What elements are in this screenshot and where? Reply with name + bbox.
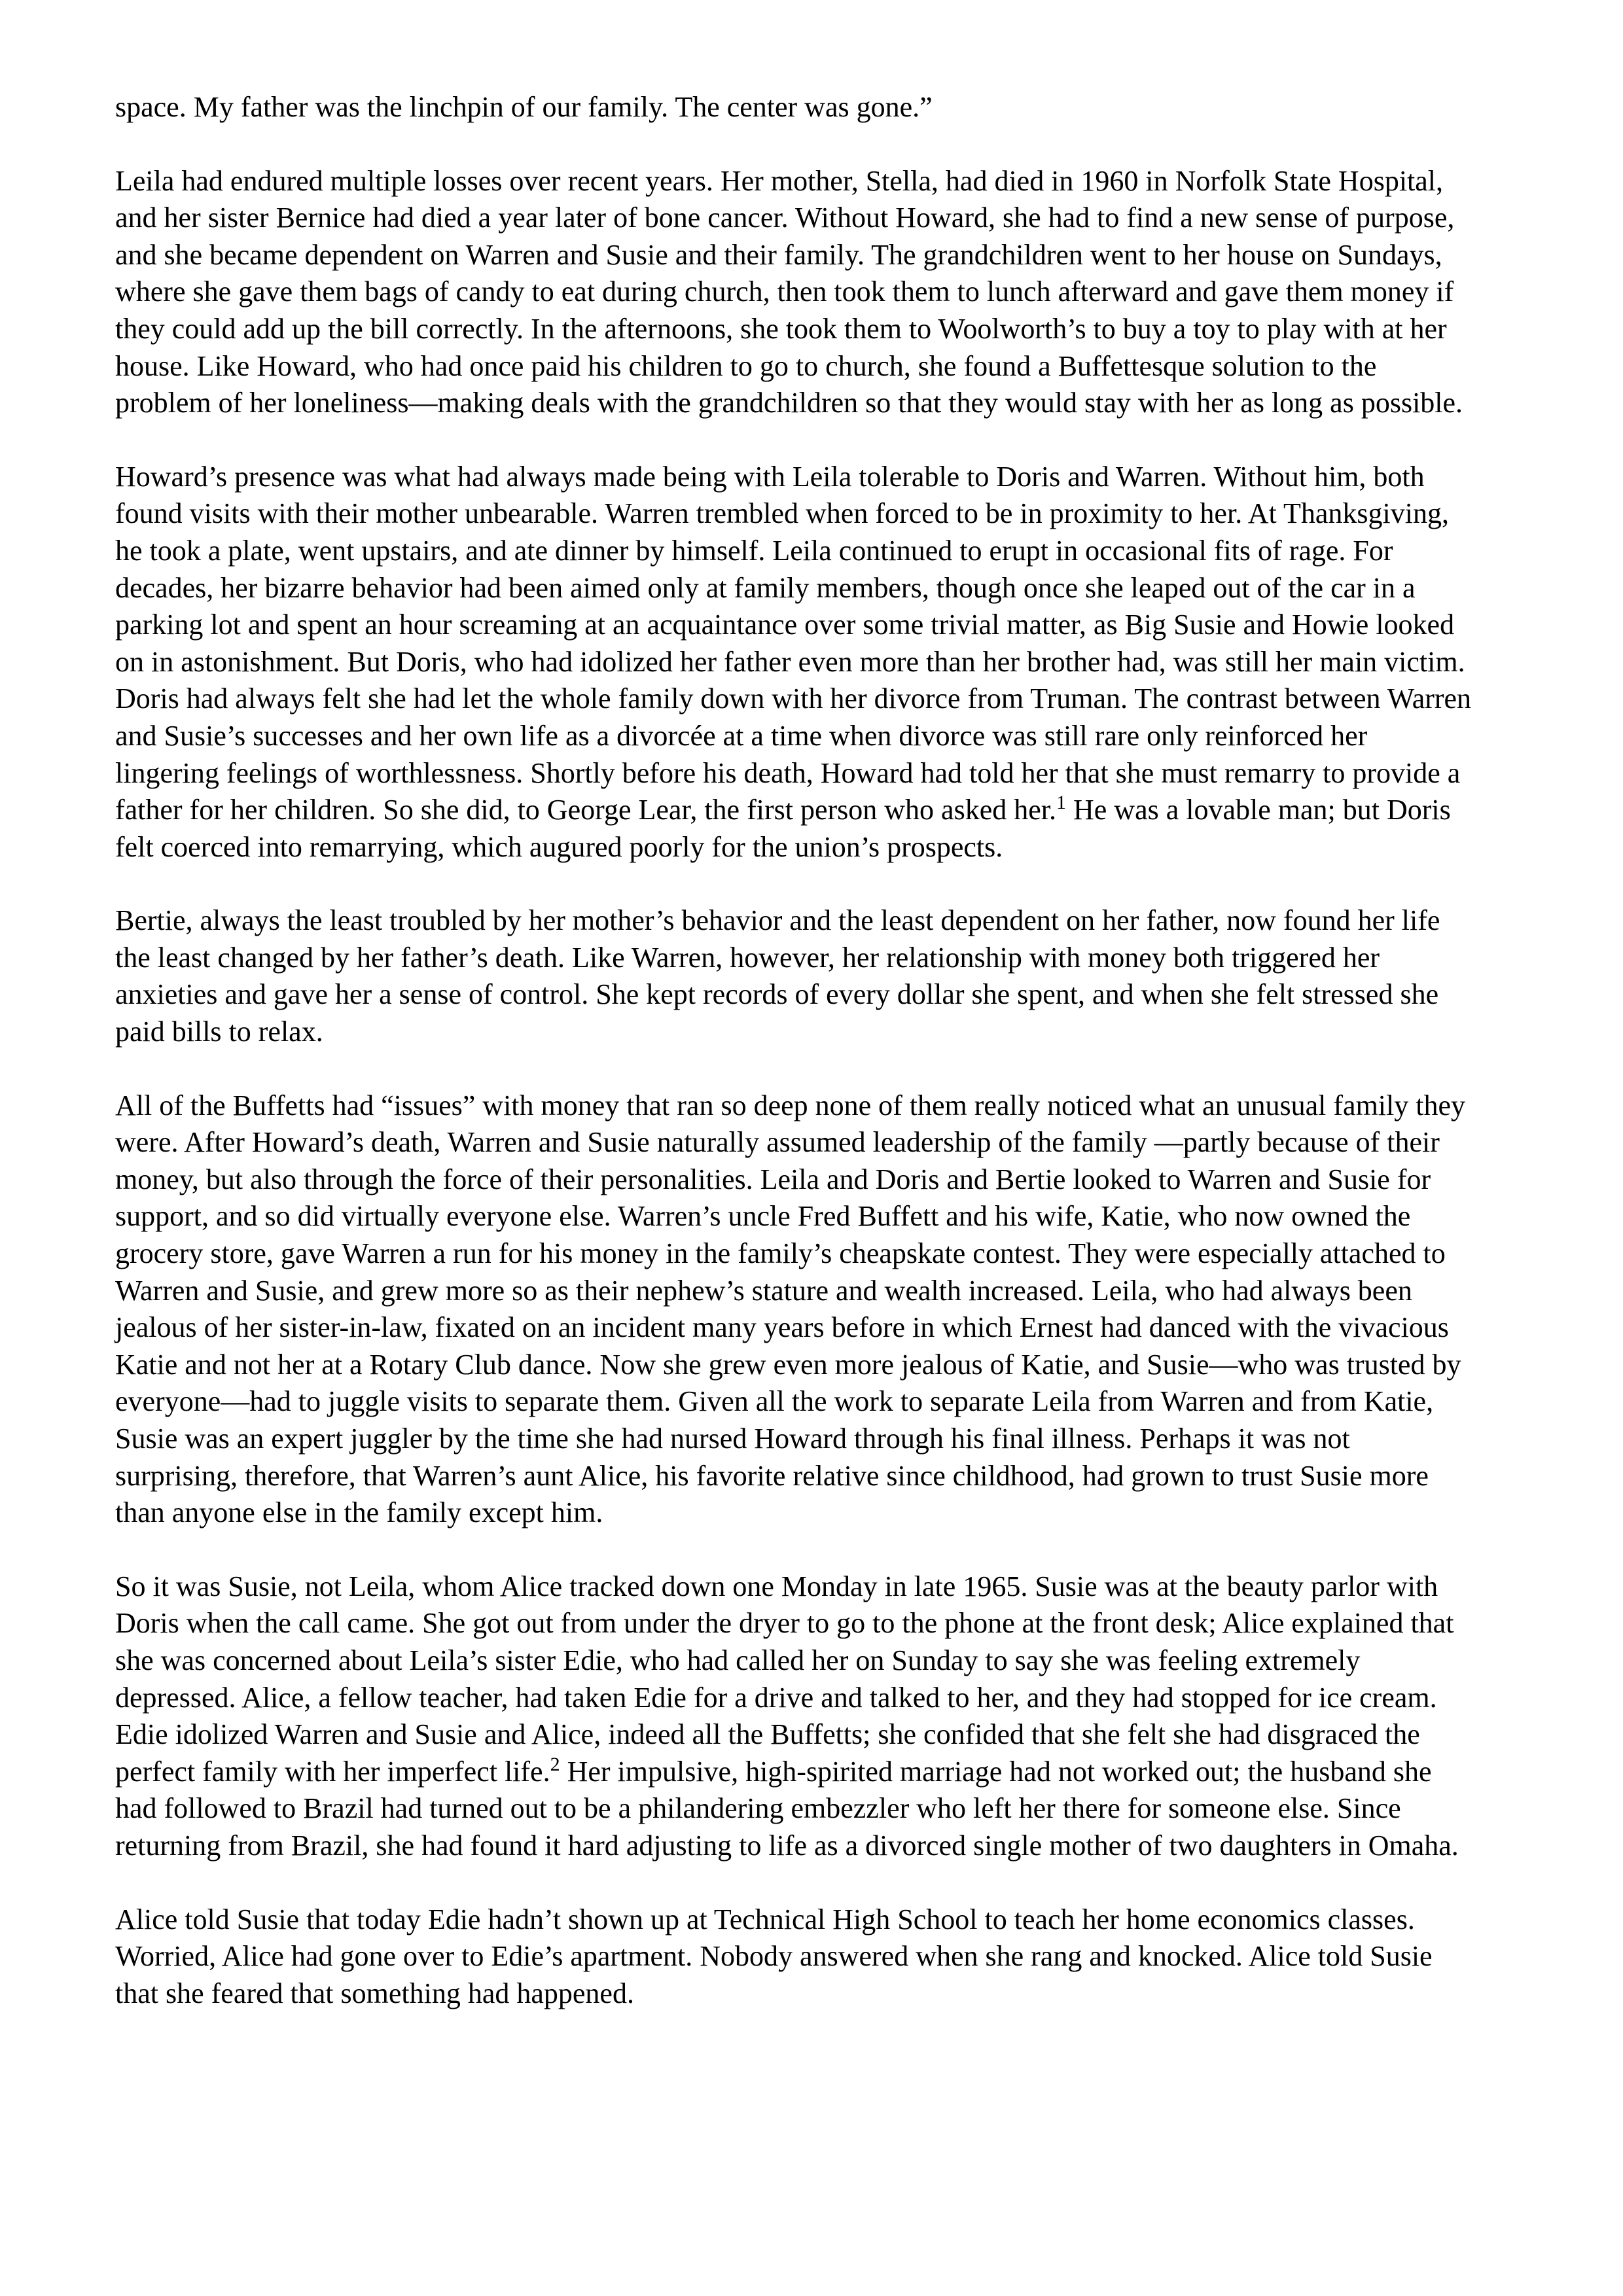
paragraph-text: Leila had endured multiple losses over recent years. Her mother, Stella, had died in 1960 in Norfolk State Hospital, and her sister Bernice had died a year later of bone cancer. Without Howard, she had to find a new sense of purpose, and she became dependent on Warren and Susie and their family. The grandchildren went to her house on Sundays, where she gave them bags of candy to eat during church, then took them to lunch afterward and gave them money if they could add up the bill correctly. In the afternoons, she took them to Woolworth’s to buy a toy to play with at her house. Like Howard, who had once paid his children to go to church, she found a Buffettesque solution to the problem of her loneliness—making deals with the grandchildren so that they would stay with her as long as possible. [115, 164, 1463, 419]
paragraph-text: space. My father was the linchpin of our family. The center was gone.” [115, 91, 933, 123]
paragraph-text: All of the Buffetts had “issues” with money that ran so deep none of them really noticed what an unusual family they were. After Howard’s death, Warren and Susie naturally assumed leadership of the family —partly because of their money, but also through the force of their personalities. Leila and Doris and Bertie looked to Warren and Susie for support, and so did virtually everyone else. Warren’s uncle Fred Buffett and his wife, Katie, who now owned the grocery store, gave Warren a run for his money in the family’s cheapskate contest. They were especially attached to Warren and Susie, and grew more so as their nephew’s stature and wealth increased. Leila, who had always been jealous of her sister-in-law, fixated on an incident many years before in which Ernest had danced with the vivacious Katie and not her at a Rotary Club dance. Now she grew even more jealous of Katie, and Susie—who was trusted by everyone—had to juggle visits to separate them. Given all the work to separate Leila from Warren and from Katie, Susie was an expert juggler by the time she had nursed Howard through his final illness. Perhaps it was not surprising, therefore, that Warren’s aunt Alice, his favorite relative since childhood, had grown to trust Susie more than anyone else in the family except him. [115, 1089, 1465, 1529]
paragraph-4 [115, 902, 1476, 1050]
footnote-marker[interactable]: 2 [550, 1753, 560, 1775]
paragraph-5 [115, 1087, 1476, 1532]
footnote-marker[interactable]: 1 [1056, 792, 1066, 814]
paragraph-2 [115, 163, 1476, 422]
paragraph-3 [115, 459, 1476, 866]
paragraph-text-continued: Her impulsive, high-spirited marriage had not worked out; the husband she had followed to Brazil had turned out to be a philandering embezzler who left her there for someone else. Since returning from Brazil, she had found it hard adjusting to life as a divorced single mother of two daughters in Omaha. [115, 1755, 1459, 1862]
paragraph-6 [115, 1568, 1476, 1865]
paragraph-7 [115, 1901, 1476, 2013]
paragraph-text-continued: He was a lovable man; but Doris felt coerced into remarrying, which augured poorly for the union’s prospects. [115, 794, 1451, 863]
document-page [115, 89, 1476, 2012]
paragraph-text: Bertie, always the least troubled by her mother’s behavior and the least dependent on her father, now found her life the least changed by her father’s death. Like Warren, however, her relationship with money both triggered her anxieties and gave her a sense of control. She kept records of every dollar she spent, and when she felt stressed she paid bills to relax. [115, 904, 1440, 1048]
paragraph-text: Alice told Susie that today Edie hadn’t shown up at Technical High School to teach her home economics classes. Worried, Alice had gone over to Edie’s apartment. Nobody answered when she rang and knocked. Alice told Susie that she feared that something had happened. [115, 1903, 1433, 2009]
paragraph-text: Howard’s presence was what had always made being with Leila tolerable to Doris and Warren. Without him, both found visits with their mother unbearable. Warren trembled when forced to be in proximity to her. At Thanksgiving, he took a plate, went upstairs, and ate dinner by himself. Leila continued to erupt in occasional fits of rage. For decades, her bizarre behavior had been aimed only at family members, though once she leaped out of the car in a parking lot and spent an hour screaming at an acquaintance over some trivial matter, as Big Susie and Howie looked on in astonishment. But Doris, who had idolized her father even more than her brother had, was still her main victim. Doris had always felt she had let the whole family down with her divorce from Truman. The contrast between Warren and Susie’s successes and her own life as a divorcée at a time when divorce was still rare only reinforced her lingering feelings of worthlessness. Shortly before his death, Howard had told her that she must remarry to provide a father for her children. So she did, to George Lear, the first person who asked her. [115, 460, 1472, 826]
paragraph-1 [115, 89, 1476, 126]
paragraph-text: So it was Susie, not Leila, whom Alice tracked down one Monday in late 1965. Susie was at the beauty parlor with Doris when the call came. She got out from under the dryer to go to the phone at the front desk; Alice explained that she was concerned about Leila’s sister Edie, who had called her on Sunday to say she was feeling extremely depressed. Alice, a fellow teacher, had taken Edie for a drive and talked to her, and they had stopped for ice cream. Edie idolized Warren and Susie and Alice, indeed all the Buffetts; she confided that she felt she had disgraced the perfect family with her imperfect life. [115, 1570, 1454, 1788]
